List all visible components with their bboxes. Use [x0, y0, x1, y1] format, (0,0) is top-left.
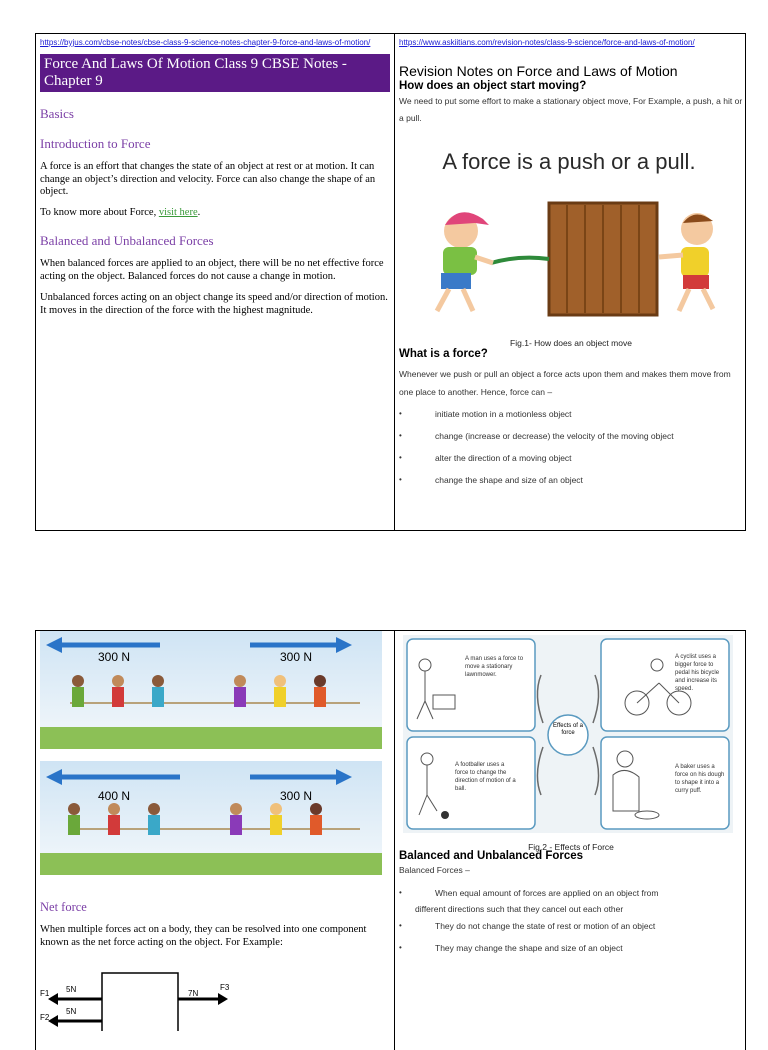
bullet-icon: •: [399, 453, 402, 462]
effect-baker-text: A baker uses a force on his dough to shape it into a curry puff.: [675, 764, 725, 794]
fig1-caption: Fig.1- How does an object move: [510, 338, 632, 348]
byjus-notes-cell: [40, 34, 390, 530]
list-item: • initiate motion in a motionless object: [399, 409, 572, 419]
tug2-right-label: 300 N: [280, 789, 313, 803]
askiitians-notes-cell: [399, 34, 743, 530]
tug2-left-label: 400 N: [98, 789, 131, 803]
know-more-suffix: .: [197, 206, 201, 218]
effects-of-force-cell: [399, 631, 743, 1031]
know-more-line: [40, 207, 390, 220]
effects-of-force-figure: [403, 635, 733, 833]
f2-label: F2: [40, 1013, 50, 1022]
bullet-icon: •: [399, 888, 402, 897]
visit-here-link[interactable]: visit here: [158, 206, 198, 218]
bullet-icon: •: [399, 409, 402, 418]
net-force-cell: [40, 631, 388, 1031]
fig2-caption: Fig.2 - Effects of Force: [528, 842, 614, 852]
basics-heading: Basics: [40, 106, 74, 121]
list-item-line1: When equal amount of forces are applied on an object from: [435, 888, 659, 898]
effects-center-label: Effects of a force: [553, 723, 583, 736]
intro-force-paragraph: A force is an effort that changes the state of an object at rest or at motion. It can change an object’s direction and velocity. Force can also change the shape of an object.: [40, 161, 376, 197]
force-effects-list: [399, 407, 743, 495]
tug1-left-label: 300 N: [98, 650, 131, 664]
tug-of-war-illustration: [40, 631, 382, 875]
net-force-paragraph: When multiple forces act on a body, they can be resolved into one component known as the net force acting on the object. For Example:: [40, 924, 367, 948]
askiitians-source-link[interactable]: https://www.askiitians.com/revision-notes/class-9-science/force-and-laws-of-motion/: [399, 38, 695, 47]
column-divider: [394, 34, 395, 530]
effect-cyclist-text: A cyclist uses a bigger force to pedal his bicycle and increase its speed.: [675, 654, 720, 692]
bullet-icon: •: [399, 943, 402, 952]
f1-value: 5N: [66, 985, 77, 994]
top-notes-table: [35, 33, 746, 531]
effect-lawnmower-text: A man uses a force to move a stationary lawnmower.: [465, 656, 524, 678]
push-pull-illustration: [399, 133, 739, 333]
bullet-icon: •: [399, 921, 402, 930]
force-box-diagram: [40, 969, 240, 1031]
know-more-prefix: To know more about Force,: [40, 206, 159, 218]
column-divider: [394, 631, 395, 1050]
list-item: • change the shape and size of an object: [399, 475, 583, 485]
net-force-diagram: [40, 969, 240, 1031]
list-item: • They do not change the state of rest or motion of an object: [399, 921, 656, 931]
bullet-icon: •: [399, 475, 402, 484]
list-item: • They may change the shape and size of an object: [399, 943, 623, 953]
what-is-force-question: What is a force?: [399, 348, 488, 360]
list-item: • change (increase or decrease) the velocity of the moving object: [399, 431, 674, 441]
intro-force-heading: Introduction to Force: [40, 136, 151, 151]
unbalanced-paragraph: Unbalanced forces acting on an object change its speed and/or direction of motion. It moves in the direction of the force with the highest magnitude.: [40, 292, 388, 316]
byjus-title: Force And Laws Of Motion Class 9 CBSE Notes - Chapter 9: [40, 54, 390, 92]
start-moving-answer: We need to put some effort to make a stationary object move, For Example, a push, a hit or a pull.: [399, 96, 743, 123]
f3-label: F3: [220, 983, 230, 992]
push-pull-figure: [399, 133, 739, 333]
start-moving-question: How does an object start moving?: [399, 80, 587, 92]
balanced-forces-heading: Balanced and Unbalanced Forces: [40, 233, 214, 248]
balanced-forces-subheading: Balanced Forces –: [399, 865, 470, 875]
list-item-line2: different directions such that they cancel out each other: [415, 904, 624, 914]
bullet-icon: •: [399, 431, 402, 440]
f3-value: 7N: [188, 989, 199, 998]
list-item: [399, 885, 743, 919]
byjus-source-link[interactable]: https://byjus.com/cbse-notes/cbse-class-9-science-notes-chapter-9-force-and-laws-of-motion/: [40, 38, 371, 47]
effect-footballer-text: A footballer uses a force to change the direction of motion of a ball.: [455, 762, 516, 792]
balanced-paragraph: When balanced forces are applied to an object, there will be no net effective force acting on the object. Balanced forces do not cause a change in motion.: [40, 258, 384, 282]
what-is-force-answer: Whenever we push or pull an object a force acts upon them and makes them move from one place to another. Hence, force can –: [399, 369, 731, 397]
figure-headline: A force is a push or a pull.: [442, 149, 696, 174]
f1-label: F1: [40, 989, 50, 998]
balanced-forces-list: [399, 885, 743, 963]
balanced-unbalanced-heading: Balanced and Unbalanced Forces: [399, 850, 584, 862]
tug1-right-label: 300 N: [280, 650, 313, 664]
revision-notes-title: Revision Notes on Force and Laws of Motion: [399, 63, 678, 79]
f2-value: 5N: [66, 1007, 77, 1016]
net-force-heading: Net force: [40, 900, 87, 914]
bottom-notes-table: [35, 630, 746, 1050]
list-item: • alter the direction of a moving object: [399, 453, 572, 463]
